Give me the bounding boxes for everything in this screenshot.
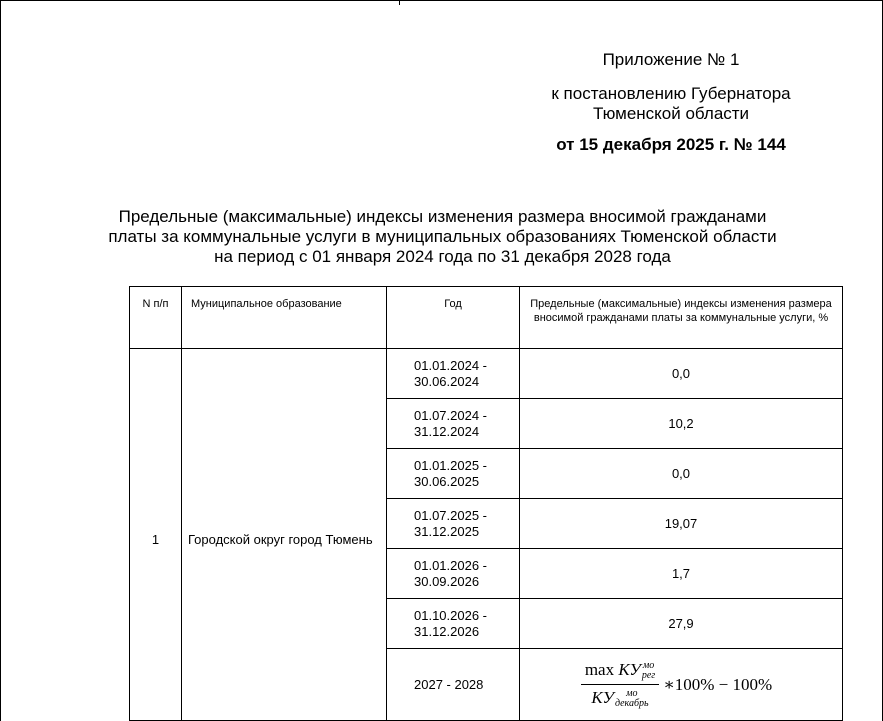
header-year: Год bbox=[387, 287, 520, 349]
document-title-line-3: на период с 01 января 2024 года по 31 декабря 2028 года bbox=[214, 247, 671, 266]
formula-ku-denominator: КУ bbox=[591, 688, 614, 707]
formula-rest: ∗100% − 100% bbox=[663, 674, 773, 694]
period-cell: 01.07.2025 - 31.12.2025 bbox=[387, 499, 520, 549]
decree-date: от 15 декабря 2025 г. № 144 bbox=[556, 135, 786, 154]
document-title-line-2: платы за коммунальные услуги в муниципальных образованиях Тюменской области bbox=[108, 227, 777, 246]
formula-sup-denominator: мо bbox=[626, 688, 638, 700]
formula-numerator bbox=[581, 660, 659, 685]
period-cell: 2027 - 2028 bbox=[387, 649, 520, 721]
indices-table bbox=[129, 286, 843, 721]
table-row bbox=[130, 349, 843, 399]
index-value-cell: 1,7 bbox=[520, 549, 843, 599]
formula-ku-numerator: КУ bbox=[618, 659, 641, 679]
formula-sup-numerator: мо bbox=[642, 660, 655, 671]
decree-line-1: к постановлению Губернатора bbox=[551, 84, 791, 103]
period-cell: 01.01.2024 - 30.06.2024 bbox=[387, 349, 520, 399]
header-num: N п/п bbox=[130, 287, 182, 349]
document-title-line-1: Предельные (максимальные) индексы изменения размера вносимой гражданами bbox=[118, 207, 767, 226]
row-number: 1 bbox=[130, 349, 182, 721]
formula-max: max bbox=[584, 659, 615, 679]
period-cell: 01.01.2025 - 30.06.2025 bbox=[387, 449, 520, 499]
index-value-cell: 0,0 bbox=[520, 449, 843, 499]
formula-sub-denominator: декабрь bbox=[614, 698, 649, 710]
table-header-row bbox=[130, 287, 843, 349]
municipality-name: Городской округ город Тюмень bbox=[182, 349, 387, 721]
formula-sub-numerator: рег bbox=[641, 670, 656, 681]
formula-denominator bbox=[587, 685, 652, 709]
index-value-cell: 10,2 bbox=[520, 399, 843, 449]
formula-fraction bbox=[581, 660, 659, 709]
period-cell: 01.07.2024 - 31.12.2024 bbox=[387, 399, 520, 449]
formula-cell bbox=[520, 649, 843, 721]
index-value-cell: 0,0 bbox=[520, 349, 843, 399]
index-value-cell: 19,07 bbox=[520, 499, 843, 549]
header-municipality: Муниципальное образование bbox=[182, 287, 387, 349]
header-index: Предельные (максимальные) индексы изменения размера вносимой гражданами платы за коммунальные услуги, % bbox=[520, 287, 843, 349]
period-cell: 01.01.2026 - 30.09.2026 bbox=[387, 549, 520, 599]
decree-line-2: Тюменской области bbox=[592, 104, 750, 123]
index-value-cell: 27,9 bbox=[520, 599, 843, 649]
appendix-number: Приложение № 1 bbox=[602, 50, 740, 69]
index-formula bbox=[581, 660, 772, 709]
period-cell: 01.10.2026 - 31.12.2026 bbox=[387, 599, 520, 649]
page-marker bbox=[399, 1, 400, 5]
